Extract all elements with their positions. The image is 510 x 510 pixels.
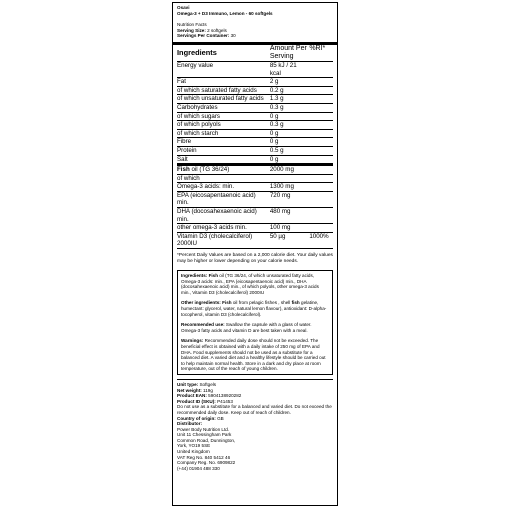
nutrition-amount-cell: 1.3 g <box>269 95 284 103</box>
country-value: GB <box>215 415 224 421</box>
servings-per-container-value: 30 <box>230 33 236 39</box>
nutrition-name-cell: of which polyols <box>177 121 221 129</box>
fish-oil-bold: Fish <box>177 166 190 174</box>
nutrition-amount-cell: 0 g <box>269 138 279 146</box>
nutrition-name-cell: of which sugars <box>177 112 220 120</box>
distributor-line: (+44) 01904 488 330 <box>177 465 220 471</box>
nutrition-ri-cell <box>309 208 333 223</box>
nutrition-row <box>177 113 333 122</box>
other-body-2: gelatine, humectant: glycerol, water, natural lemon flavour), antioxidant: D-alpha-tocopherol, vitamin D3 (cholecalciferol). <box>181 300 327 317</box>
recommended-use-body: Swallow the capsule with a glass of water. Omega-3 fatty acids and vitamin D are best taken with a meal. <box>181 322 312 333</box>
warnings-text <box>181 338 329 372</box>
nutrition-ri-cell <box>309 121 333 129</box>
nutrition-name-cell: Fat <box>177 78 186 86</box>
product-info <box>177 379 333 472</box>
nutrition-row <box>177 233 333 249</box>
nutrition-row <box>177 156 333 165</box>
other-bold-2: fish <box>291 300 300 306</box>
nutrition-ri-cell <box>309 224 333 232</box>
nutrition-row <box>177 62 333 78</box>
nutrition-ri-cell <box>309 104 333 112</box>
nutrition-ri-cell <box>309 156 333 164</box>
distributor-line: United Kingdom <box>177 449 210 455</box>
recommended-use-label: Recommended use: <box>181 322 225 328</box>
nutrition-name-cell: of which unsaturated fatty acids <box>177 95 264 103</box>
nutrition-ri-cell <box>309 78 333 86</box>
nutrition-name-cell: Energy value <box>177 61 214 69</box>
nutrition-name-cell: Salt <box>177 155 188 163</box>
fish-oil-amount: 2000 mg <box>269 166 294 174</box>
nutrition-amount-cell: 0 g <box>269 129 279 137</box>
nutrition-name-cell: of which saturated fatty acids <box>177 86 257 94</box>
other-body-1: oil from pelagic fishes , shell <box>231 300 292 306</box>
nutrition-ri-cell <box>309 95 333 103</box>
nutrition-row <box>177 104 333 113</box>
supplement-label <box>172 2 338 506</box>
nutrition-name-cell: of which starch <box>177 129 219 137</box>
product-name: Omega-3 + D3 Immuno, Lemon - 60 softgels <box>177 10 273 16</box>
nutrition-row <box>177 138 333 147</box>
other-ingredients-label: Other ingredients: <box>181 300 221 306</box>
nutrition-header-row <box>177 45 333 62</box>
unit-type-label: Unit type: <box>177 381 199 387</box>
distributor-line: Unit 11 Chessingham Park <box>177 432 232 438</box>
warnings-label: Warnings: <box>181 338 204 344</box>
nutrition-ri-cell <box>309 192 333 207</box>
nutrition-row <box>177 183 333 192</box>
col-amount: Amount Per Serving <box>269 44 307 60</box>
product-ean-value: 5904138920282 <box>206 393 242 399</box>
distributor-line: Power Body Nutrition Ltd. <box>177 426 230 432</box>
nutrition-row <box>177 208 333 224</box>
nutrition-name-cell: of which <box>177 174 200 182</box>
nutrition-amount-cell: 0 g <box>269 155 279 163</box>
servings-per-container <box>177 33 333 39</box>
distributor-line: VAT Reg No. 840 5412 46 <box>177 454 231 460</box>
nutrition-amount-cell: 100 mg <box>269 224 291 232</box>
ingredients-label: Ingredients: <box>181 273 208 279</box>
nutrition-ri-cell <box>309 147 333 155</box>
distributor-line: Common Road, Dunnington, <box>177 437 236 443</box>
nutrition-amount-cell: 480 mg <box>269 208 291 216</box>
ingredients-text <box>181 273 329 295</box>
col-ingredients: Ingredients <box>177 47 217 57</box>
nutrition-name-cell: EPA (eicosapentaenoic acid) min. <box>177 191 256 207</box>
distributor-line: York, YO19 5SE <box>177 443 211 449</box>
nutrition-name-cell: Fibre <box>177 138 192 146</box>
nutrition-amount-cell: 720 mg <box>269 191 291 199</box>
nutrition-facts-title: Nutrition Facts <box>177 22 207 28</box>
nutrition-name-cell: Protein <box>177 146 197 154</box>
nutrition-row <box>177 130 333 139</box>
ingredients-bold: Fish <box>208 273 219 279</box>
nutrition-amount-cell: 1300 mg <box>269 183 294 191</box>
nutrition-ri-cell <box>309 113 333 121</box>
nutrition-amount-cell: 85 kJ / 21 kcal <box>269 61 297 77</box>
nutrition-name-cell: Omega-3 acids: min. <box>177 183 235 191</box>
other-ingredients-text <box>181 300 329 317</box>
fish-oil-name <box>177 166 270 174</box>
serving-size-value: 2 softgels <box>207 27 227 33</box>
nutrition-amount-cell <box>270 175 309 183</box>
details-box <box>177 270 333 375</box>
servings-per-container-label: Servings Per Container: <box>177 33 230 39</box>
col-ri: %RI* <box>309 44 326 52</box>
nutrition-row <box>177 121 333 130</box>
nutrition-name-cell: Vitamin D3 (cholecalciferol) 2000IU <box>177 232 253 248</box>
net-weight-value: 119g <box>201 387 213 393</box>
fish-oil-row <box>177 164 333 175</box>
nutrition-ri-cell <box>309 87 333 95</box>
ingredients-body: oil (TG 36/24, of which unsaturated fatty acids, Omega-3 acids: min., EPA (eicosapentaenoic acid) min., DHA (docosahexaenoic acid) min., of which polyols, other omega-3 acids min., Vitamin D3 (cholecalciferol) 2000IU <box>181 273 319 295</box>
unit-type-value: Softgels <box>198 381 217 387</box>
nutrition-amount-cell: 0 g <box>269 112 279 120</box>
nutrition-amount-cell: 0.5 g <box>269 146 284 154</box>
nutrition-amount-cell: 0.3 g <box>269 103 284 111</box>
daily-values-footnote: *Percent Daily Values are based on a 2,000 calorie diet. Your daily values may be higher or lower depending on your calorie needs. <box>177 253 333 265</box>
nutrition-amount-cell: 0.2 g <box>269 86 284 94</box>
nutrition-name-cell: Carbohydrates <box>177 103 218 111</box>
nutrition-rows <box>177 62 333 164</box>
fish-oil-rest: oil (TG 36/24) <box>189 166 230 174</box>
warnings-body: Recommended daily dose should not be exceeded. The beneficial effect is obtained with a daily intake of 250 mg of EPA and DHA. Food supplements should not be used as a substitute for a balanced diet. A varied diet and a healthy lifestyle should be carried out to help maintain normal health. Store in a dark and dry place at room temperature, out of the reach of young children. <box>181 338 326 372</box>
nutrition-row <box>177 175 333 184</box>
usage-note: Do not use as a substitute for a balanced and varied diet. Do not exceed the recommended daily dose. Keep out of reach of children. <box>177 404 332 415</box>
brand-name: Osavi <box>177 5 190 10</box>
nutrition-row <box>177 95 333 104</box>
serving-size-label: Serving Size: <box>177 27 206 33</box>
nutrition-ri-cell <box>309 130 333 138</box>
product-ean-label: Product EAN: <box>177 393 207 399</box>
distributor-label: Distributor: <box>177 421 203 427</box>
nutrition-row <box>177 78 333 87</box>
other-bold-1: Fish <box>222 300 232 306</box>
fish-oil-rows <box>177 175 333 249</box>
recommended-use-text <box>181 322 329 333</box>
nutrition-row <box>177 147 333 156</box>
distributor-line: Company Reg. No. 6909822 <box>177 460 236 466</box>
product-sku-label: Product ID (SKU): <box>177 398 216 404</box>
nutrition-ri-cell: 1000% <box>309 232 329 240</box>
product-sku-value: P41453 <box>215 398 233 404</box>
country-label: Country of origin: <box>177 415 216 421</box>
nutrition-ri-cell <box>309 62 333 77</box>
distributor-address <box>177 427 333 472</box>
net-weight-label: Net weight: <box>177 387 202 393</box>
nutrition-ri-cell <box>309 138 333 146</box>
nutrition-row <box>177 192 333 208</box>
nutrition-amount-cell: 2 g <box>269 78 279 86</box>
nutrition-name-cell: DHA (docosahexaenoic acid) min. <box>177 208 257 223</box>
nutrition-amount-cell: 50 µg <box>269 232 286 240</box>
nutrition-name-cell: other omega-3 acids min. <box>177 224 247 232</box>
nutrition-amount-cell: 0.3 g <box>269 121 284 129</box>
nutrition-ri-cell <box>309 183 333 191</box>
nutrition-row <box>177 224 333 233</box>
nutrition-row <box>177 87 333 96</box>
nutrition-ri-cell <box>309 175 333 183</box>
